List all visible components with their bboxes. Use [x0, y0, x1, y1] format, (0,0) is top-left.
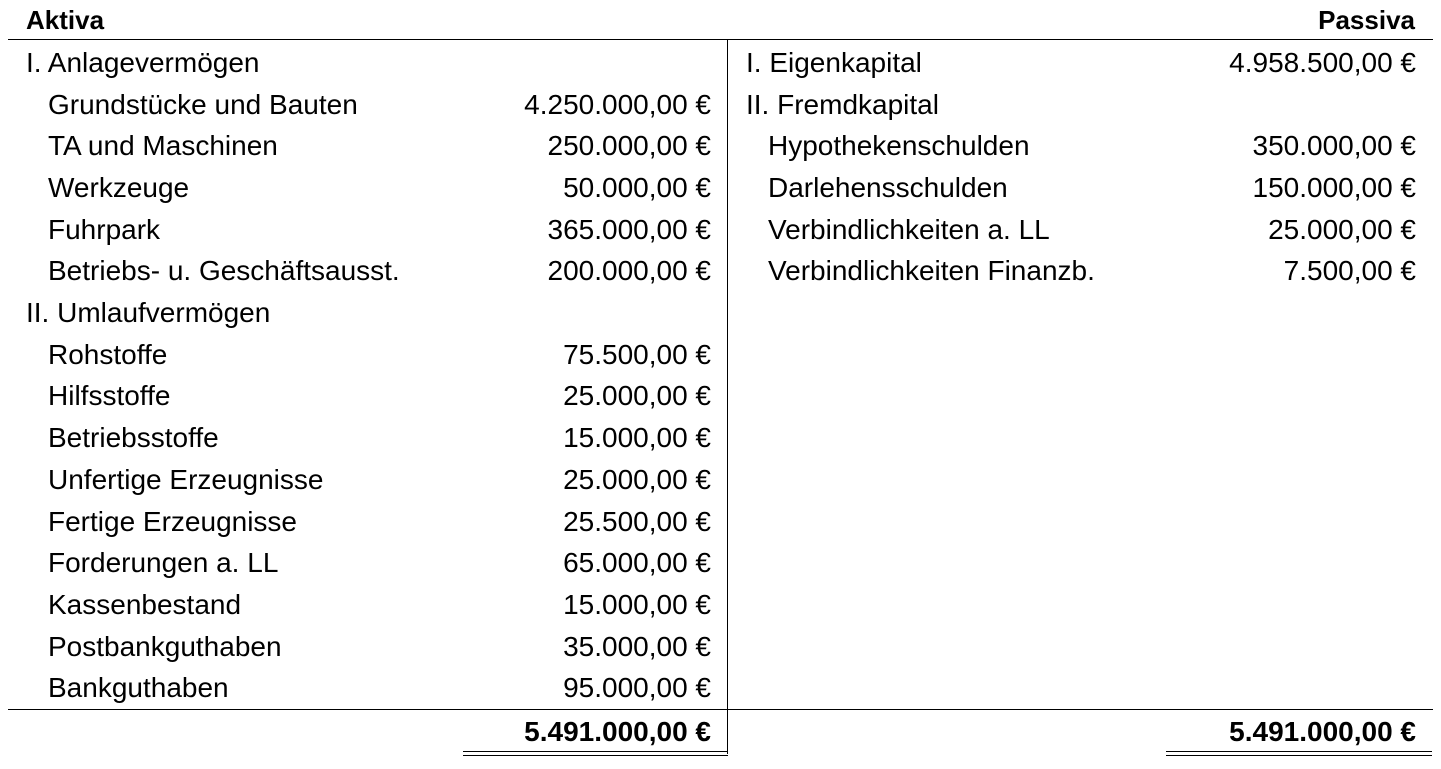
- passiva-row-amount: 4.958.500,00 €: [1229, 46, 1416, 78]
- aktiva-row: [26, 626, 711, 668]
- aktiva-row-amount: 15.000,00 €: [563, 422, 711, 454]
- aktiva-row-amount: 75.500,00 €: [563, 338, 711, 370]
- aktiva-row: [26, 334, 711, 376]
- aktiva-row: [26, 542, 711, 584]
- aktiva-row-label: Rohstoffe: [48, 338, 168, 370]
- aktiva-row: [26, 84, 711, 126]
- passiva-total-underline-2: [1166, 755, 1432, 756]
- aktiva-row-amount: 50.000,00 €: [563, 171, 711, 203]
- passiva-heading: Passiva: [1318, 5, 1415, 35]
- aktiva-row-amount: 4.250.000,00 €: [524, 88, 711, 120]
- aktiva-row: [26, 501, 711, 543]
- aktiva-row-label: Betriebs- u. Geschäftsausst.: [48, 255, 400, 287]
- aktiva-row-label: TA und Maschinen: [48, 130, 278, 162]
- passiva-row-amount: 150.000,00 €: [1252, 171, 1416, 203]
- aktiva-row-label: Unfertige Erzeugnisse: [48, 463, 324, 495]
- aktiva-row: [26, 167, 711, 209]
- aktiva-row-amount: 25.500,00 €: [563, 505, 711, 537]
- passiva-total-underline-1: [1166, 751, 1432, 752]
- aktiva-total-underline-2: [463, 755, 728, 756]
- aktiva-row-label: Fuhrpark: [48, 213, 161, 245]
- passiva-row-label: I. Eigenkapital: [746, 46, 922, 78]
- center-divider: [727, 39, 728, 754]
- aktiva-heading: Aktiva: [26, 5, 105, 35]
- passiva-row-label: Verbindlichkeiten Finanzb.: [768, 255, 1095, 287]
- aktiva-row-label: Fertige Erzeugnisse: [48, 505, 298, 537]
- passiva-row-amount: 7.500,00 €: [1283, 255, 1416, 287]
- aktiva-row-label: Bankguthaben: [48, 672, 229, 704]
- top-rule: [8, 39, 1433, 40]
- aktiva-row-amount: 25.000,00 €: [563, 463, 711, 495]
- passiva-row: [746, 251, 1416, 293]
- aktiva-row: [26, 251, 711, 293]
- aktiva-row: [26, 668, 711, 710]
- aktiva-total: 5.491.000,00 €: [524, 716, 711, 747]
- aktiva-row: [26, 292, 711, 334]
- aktiva-row-amount: 65.000,00 €: [563, 547, 711, 579]
- aktiva-row-label: Hilfsstoffe: [48, 380, 171, 412]
- aktiva-row-label: Werkzeuge: [48, 171, 190, 203]
- aktiva-row-label: Kassenbestand: [48, 588, 242, 620]
- aktiva-row: [26, 417, 711, 459]
- passiva-row: [746, 125, 1416, 167]
- aktiva-row: [26, 584, 711, 626]
- aktiva-row-amount: 250.000,00 €: [547, 130, 711, 162]
- aktiva-row-amount: 95.000,00 €: [563, 672, 711, 704]
- aktiva-row-label: Postbankguthaben: [48, 630, 282, 662]
- aktiva-row-amount: 15.000,00 €: [563, 588, 711, 620]
- aktiva-row-amount: 35.000,00 €: [563, 630, 711, 662]
- aktiva-row-amount: 200.000,00 €: [547, 255, 711, 287]
- passiva-row: [746, 209, 1416, 251]
- passiva-row-label: II. Fremdkapital: [746, 88, 939, 120]
- aktiva-row-label: II. Umlaufvermögen: [26, 297, 271, 329]
- passiva-row-label: Hypothekenschulden: [768, 130, 1030, 162]
- aktiva-row-amount: 25.000,00 €: [563, 380, 711, 412]
- passiva-row-amount: 350.000,00 €: [1252, 130, 1416, 162]
- aktiva-row: [26, 42, 711, 84]
- passiva-row: [746, 84, 1416, 126]
- aktiva-row-amount: 365.000,00 €: [547, 213, 711, 245]
- aktiva-row: [26, 125, 711, 167]
- aktiva-row-label: Grundstücke und Bauten: [48, 88, 358, 120]
- aktiva-row-label: Betriebsstoffe: [48, 422, 219, 454]
- aktiva-row-label: I. Anlagevermögen: [26, 46, 260, 78]
- passiva-row: [746, 167, 1416, 209]
- aktiva-row: [26, 376, 711, 418]
- aktiva-row-label: Forderungen a. LL: [48, 547, 279, 579]
- passiva-row-amount: 25.000,00 €: [1268, 213, 1416, 245]
- passiva-row-label: Verbindlichkeiten a. LL: [768, 213, 1050, 245]
- passiva-total: 5.491.000,00 €: [1229, 716, 1416, 747]
- aktiva-total-underline-1: [463, 751, 728, 752]
- aktiva-row: [26, 459, 711, 501]
- passiva-row-label: Darlehensschulden: [768, 171, 1008, 203]
- aktiva-row: [26, 209, 711, 251]
- passiva-row: [746, 42, 1416, 84]
